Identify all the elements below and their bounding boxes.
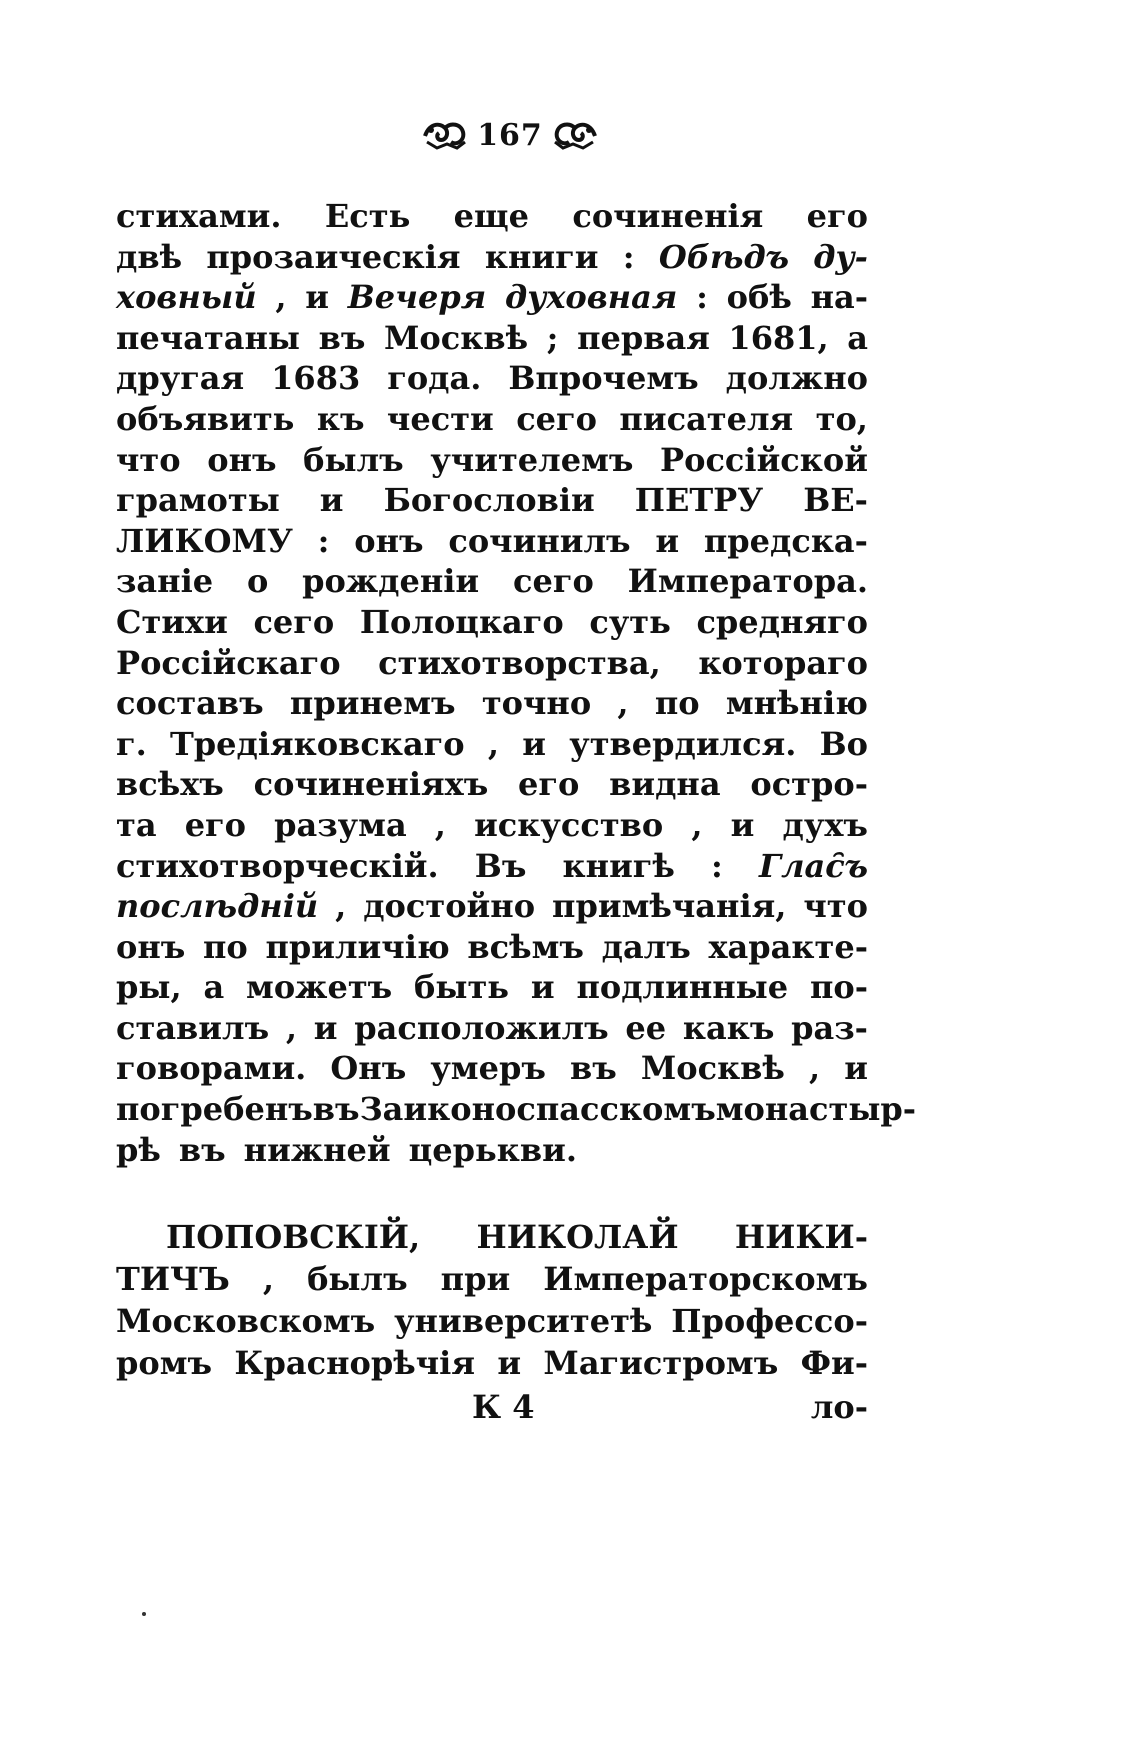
word: а <box>203 968 225 1007</box>
word: года. <box>387 359 482 398</box>
word: ду- <box>813 237 868 276</box>
word: ВЕ- <box>803 481 868 520</box>
text-line <box>116 724 868 765</box>
word: еще <box>453 197 529 235</box>
word: стихотворства, <box>378 643 661 682</box>
text-line <box>116 1342 868 1384</box>
text-line <box>116 399 868 440</box>
word: что <box>803 887 868 926</box>
word: въ <box>178 1130 226 1169</box>
text-line <box>116 1130 868 1171</box>
word: видна <box>609 765 721 804</box>
word: остро- <box>750 765 868 804</box>
word: Вечеря <box>347 278 487 317</box>
word: суть <box>589 602 671 641</box>
word: а <box>847 318 868 357</box>
word: къ <box>316 399 365 438</box>
text-line <box>116 967 868 1008</box>
word: по <box>203 927 248 966</box>
word: приличію <box>265 927 450 966</box>
word: стихотворческій. <box>116 846 439 885</box>
word: какъ <box>682 1008 775 1047</box>
word: Тредіяковскаго <box>169 724 465 763</box>
text-line <box>116 277 868 318</box>
word: всѣхъ <box>116 765 224 804</box>
word: духъ <box>782 805 868 844</box>
word: 1681, <box>728 318 829 357</box>
text-line <box>116 1258 868 1300</box>
word: ее <box>625 1008 667 1047</box>
word: книги <box>484 237 599 276</box>
word: по <box>654 684 700 723</box>
word: что <box>116 440 181 479</box>
word: другая <box>116 359 245 398</box>
word: Онъ <box>330 1049 407 1088</box>
text-line <box>116 764 868 805</box>
word: первая <box>577 318 710 357</box>
word: ставилъ <box>116 1008 270 1047</box>
word: въ <box>318 318 366 357</box>
word: ры, <box>116 968 182 1007</box>
word: НИКОЛАЙ <box>476 1218 679 1256</box>
catchword: ло- <box>810 1388 868 1426</box>
text-line <box>116 643 868 684</box>
word: мнѣнію <box>725 684 868 723</box>
word: НИКИ- <box>734 1218 868 1256</box>
page-footer <box>116 1388 868 1428</box>
word: его <box>184 805 246 844</box>
word: достойно <box>363 887 536 926</box>
word: сего <box>513 562 594 601</box>
word: подлинные <box>576 968 789 1007</box>
text-line <box>116 886 868 927</box>
word: ЛИКОМУ <box>116 521 293 560</box>
word: грамоты <box>116 481 280 520</box>
word: Обѣдъ <box>658 237 789 276</box>
word: онъ <box>354 521 424 560</box>
word: обѣ <box>726 278 792 317</box>
word: , <box>691 805 703 844</box>
word: Россійской <box>660 440 868 479</box>
word: церькви. <box>408 1130 577 1169</box>
word: Профессо- <box>671 1302 868 1340</box>
word: и <box>497 1344 522 1382</box>
word: всѣмъ <box>467 927 584 966</box>
text-line <box>116 358 868 399</box>
paper-speck <box>142 1612 146 1616</box>
word: , <box>275 278 287 317</box>
word: онъ <box>207 440 277 479</box>
word: Краснорѣчія <box>234 1344 475 1382</box>
word: Впрочемъ <box>508 359 699 398</box>
word: писателя <box>619 399 794 438</box>
text-line <box>116 1008 868 1049</box>
word: двѣ <box>116 237 183 276</box>
page-header <box>390 110 630 160</box>
word: и <box>844 1049 868 1088</box>
word: прозаическія <box>206 237 461 276</box>
entry-text <box>116 1216 868 1384</box>
word: книгѣ <box>562 846 675 885</box>
text-line <box>116 318 868 359</box>
word: раз- <box>791 1008 868 1047</box>
fleuron-right-icon <box>553 118 599 152</box>
word: Магистромъ <box>543 1344 779 1382</box>
word: и <box>730 805 755 844</box>
word: , <box>285 1008 298 1047</box>
word: на- <box>810 278 868 317</box>
word: , <box>617 684 629 723</box>
word: умеръ <box>430 1049 546 1088</box>
word: по- <box>809 968 868 1007</box>
word: Императора. <box>627 562 868 601</box>
word: его <box>518 765 580 804</box>
word: учителемъ <box>430 440 634 479</box>
word: сего <box>253 602 335 641</box>
word: и <box>313 1008 338 1047</box>
word: и <box>305 278 329 317</box>
word: послѣдній <box>116 887 319 926</box>
word: точно <box>481 684 592 723</box>
word: Глас̑ъ <box>759 846 868 885</box>
word: чести <box>386 399 494 438</box>
word: ромъ <box>116 1344 213 1382</box>
text-line <box>116 927 868 968</box>
word: и <box>530 968 555 1007</box>
word: Въ <box>474 846 527 885</box>
text-line <box>116 1048 868 1089</box>
word: и <box>655 521 680 560</box>
body-text <box>116 196 917 1170</box>
word: характе- <box>708 927 868 966</box>
word: далъ <box>601 927 691 966</box>
word: объявить <box>116 399 295 438</box>
text-line <box>116 683 868 724</box>
word: предска- <box>703 521 868 560</box>
word: о <box>246 562 269 601</box>
text-line <box>116 1300 868 1342</box>
word: Москвѣ <box>640 1049 785 1088</box>
word: , <box>434 805 446 844</box>
word: рожденіи <box>302 562 480 601</box>
word: погребенъ <box>116 1090 313 1129</box>
page-number: 167 <box>477 117 543 153</box>
word: то, <box>815 399 868 438</box>
word: разума <box>274 805 407 844</box>
text-line <box>116 237 868 278</box>
word: , <box>808 1049 821 1088</box>
text-line <box>116 480 868 521</box>
word: Императорскомъ <box>543 1260 868 1298</box>
word: онъ <box>116 927 186 966</box>
word: печатаны <box>116 318 300 357</box>
word: въ <box>569 1049 617 1088</box>
word: составъ <box>116 684 264 723</box>
word: Россійскаго <box>116 643 341 682</box>
word: утвердился. <box>569 724 797 763</box>
word: былъ <box>307 1260 408 1298</box>
text-line <box>116 521 868 562</box>
word: примѣчанія, <box>552 887 787 926</box>
word: и <box>319 481 344 520</box>
fleuron-left-icon <box>421 118 467 152</box>
word: Есть <box>324 197 411 235</box>
word: расположилъ <box>354 1008 609 1047</box>
word: въ <box>312 1090 360 1129</box>
text-line <box>116 1089 917 1130</box>
word: Стихи <box>116 602 228 641</box>
word: : <box>317 521 330 560</box>
word: и <box>522 724 546 763</box>
text-line <box>116 196 868 237</box>
word: : <box>696 278 708 317</box>
text-line <box>116 602 868 643</box>
word: говорами. <box>116 1049 307 1088</box>
word: быть <box>414 968 510 1007</box>
word: университетѣ <box>394 1302 653 1340</box>
word: былъ <box>303 440 404 479</box>
word: нижней <box>243 1130 391 1169</box>
word: сего <box>516 399 597 438</box>
word: Полоцкаго <box>359 602 564 641</box>
word: Московскомъ <box>116 1302 376 1340</box>
word: Заиконоспасскомъ <box>359 1090 716 1129</box>
word: ПЕТРУ <box>634 481 764 520</box>
word: должно <box>725 359 868 398</box>
word: заніе <box>116 562 214 601</box>
word: котораго <box>698 643 868 682</box>
word: при <box>440 1260 511 1298</box>
text-line <box>116 1216 868 1258</box>
word: можетъ <box>246 968 393 1007</box>
word: , <box>335 887 347 926</box>
signature-mark: К 4 <box>472 1388 535 1426</box>
word: его <box>806 197 868 235</box>
word: ТИЧЪ <box>116 1260 230 1298</box>
word: ПОПОВСКІЙ, <box>166 1218 421 1256</box>
word: Москвѣ <box>383 318 529 357</box>
word: сочинилъ <box>448 521 631 560</box>
word: Богословіи <box>383 481 595 520</box>
word: : <box>622 237 635 276</box>
word: , <box>487 724 499 763</box>
word: искусство <box>474 805 664 844</box>
word: ховный <box>116 278 257 317</box>
word: , <box>262 1260 275 1298</box>
word: сочиненія <box>572 197 764 235</box>
text-line <box>116 440 868 481</box>
text-line <box>116 846 868 887</box>
text-line <box>116 805 868 846</box>
word: Во <box>819 724 868 763</box>
word: стихами. <box>116 197 282 235</box>
word: монастыр- <box>715 1090 917 1129</box>
word: рѣ <box>116 1130 161 1169</box>
word: г. <box>116 724 147 763</box>
word: Фи- <box>800 1344 868 1382</box>
word: 1683 <box>271 359 361 398</box>
word: ; <box>546 318 559 357</box>
word: принемъ <box>289 684 456 723</box>
word: : <box>711 846 723 885</box>
word: сочиненіяхъ <box>253 765 489 804</box>
word: духовная <box>504 278 678 317</box>
text-line <box>116 561 868 602</box>
word: та <box>116 805 157 844</box>
word: средняго <box>696 602 868 641</box>
